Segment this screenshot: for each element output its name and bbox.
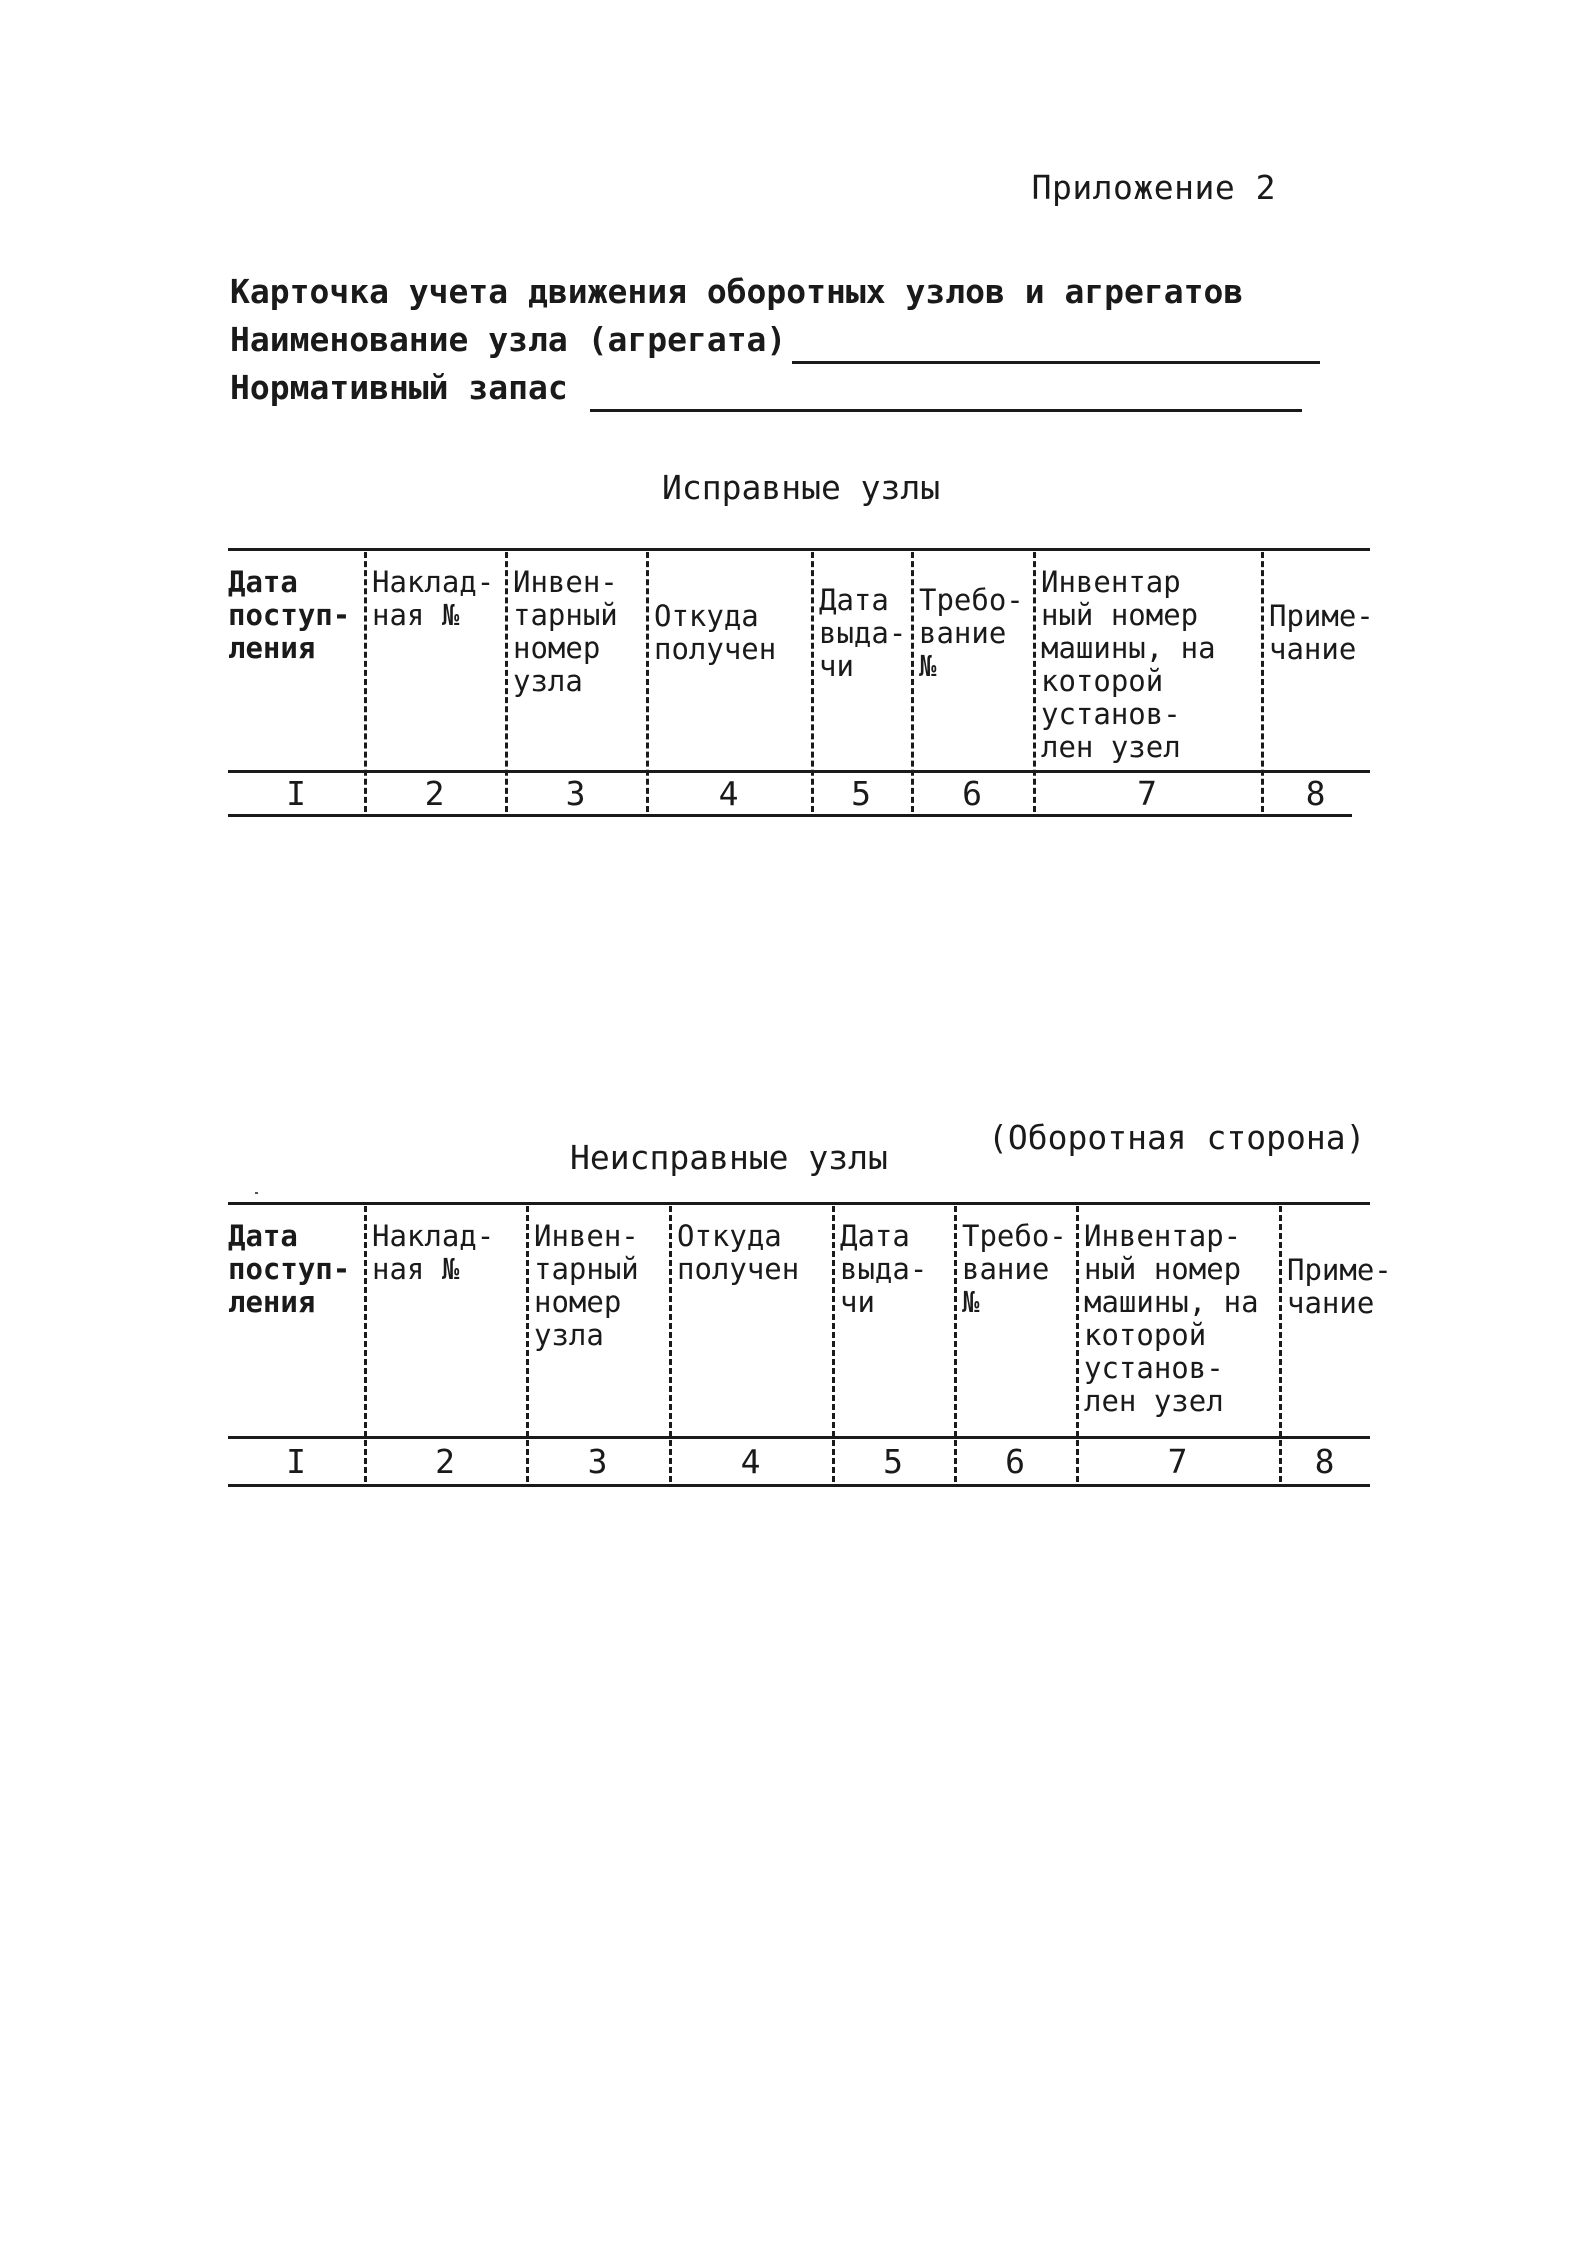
table-bottom-rule — [228, 814, 1352, 817]
column-header: Дата поступ- ления — [228, 1219, 351, 1319]
column-separator — [832, 1206, 835, 1482]
unit-name-label: Наименование узла (агрегата) — [230, 320, 787, 359]
column-header: Приме- чание — [1287, 1253, 1392, 1320]
reverse-side-label: (Оборотная сторона) — [988, 1118, 1366, 1157]
column-number: 3 — [587, 1442, 608, 1481]
column-separator — [646, 552, 649, 812]
column-header: Требо- вание № — [962, 1219, 1067, 1319]
column-number: 5 — [883, 1442, 903, 1481]
column-number: 2 — [424, 774, 445, 813]
column-header: Инвентар ный номер машины, на которой установ- лен узел — [1041, 565, 1216, 764]
column-number: 8 — [1314, 1442, 1335, 1481]
card-title-text: Карточка учета движения оборотных узлов и агрегатов — [230, 272, 1244, 311]
column-separator — [1076, 1206, 1079, 1482]
serviceable-table — [228, 548, 1374, 818]
column-number: 4 — [718, 774, 739, 813]
column-separator — [811, 552, 814, 812]
scan-speck — [255, 1192, 258, 1194]
column-separator — [1261, 552, 1264, 812]
faulty-table — [228, 1202, 1392, 1492]
table-header-rule — [228, 1436, 1370, 1439]
column-header: Инвен- тарный номер узла — [534, 1219, 639, 1352]
column-header: Инвентар- ный номер машины, на которой установ- лен узел — [1084, 1219, 1259, 1418]
column-separator — [364, 552, 367, 812]
column-header: Наклад- ная № — [372, 565, 495, 632]
column-header: Приме- чание — [1269, 599, 1374, 666]
column-separator — [911, 552, 914, 812]
column-number: 2 — [435, 1442, 455, 1481]
column-header: Откуда получен — [677, 1219, 800, 1286]
column-separator — [526, 1206, 529, 1482]
table-top-rule — [228, 548, 1370, 551]
stock-label: Нормативный запас — [230, 368, 568, 407]
card-title — [230, 268, 1320, 316]
column-header: Дата поступ- ления — [228, 565, 351, 665]
card-header — [230, 268, 1320, 412]
column-separator — [669, 1206, 672, 1482]
table-top-rule — [228, 1202, 1370, 1205]
column-number: 5 — [851, 774, 871, 813]
column-separator — [1033, 552, 1036, 812]
column-number: 4 — [740, 1442, 761, 1481]
appendix-label: Приложение 2 — [1031, 168, 1276, 207]
unit-name-line — [230, 316, 1320, 364]
column-number: I — [286, 774, 306, 813]
column-number: I — [286, 1442, 306, 1481]
column-header: Дата выда- чи — [819, 583, 907, 683]
column-number: 3 — [565, 774, 586, 813]
column-separator — [364, 1206, 367, 1482]
faulty-title: Неисправные узлы — [570, 1138, 888, 1177]
column-header: Инвен- тарный номер узла — [513, 565, 618, 698]
stock-line — [230, 364, 1320, 412]
column-number: 7 — [1137, 774, 1157, 813]
unit-name-field[interactable] — [792, 331, 1320, 364]
serviceable-title: Исправные узлы — [662, 468, 941, 507]
column-number: 6 — [1005, 1442, 1025, 1481]
column-number: 6 — [962, 774, 982, 813]
column-number: 8 — [1305, 774, 1326, 813]
column-header: Наклад- ная № — [372, 1219, 495, 1286]
stock-field[interactable] — [590, 379, 1302, 412]
column-separator — [1279, 1206, 1282, 1482]
column-header: Требо- вание № — [919, 583, 1024, 683]
column-number: 7 — [1167, 1442, 1188, 1481]
column-separator — [954, 1206, 957, 1482]
column-header: Дата выда- чи — [840, 1219, 928, 1319]
table-header-rule — [228, 770, 1370, 773]
column-header: Откуда получен — [654, 599, 777, 666]
table-bottom-rule — [228, 1484, 1370, 1487]
column-separator — [505, 552, 508, 812]
